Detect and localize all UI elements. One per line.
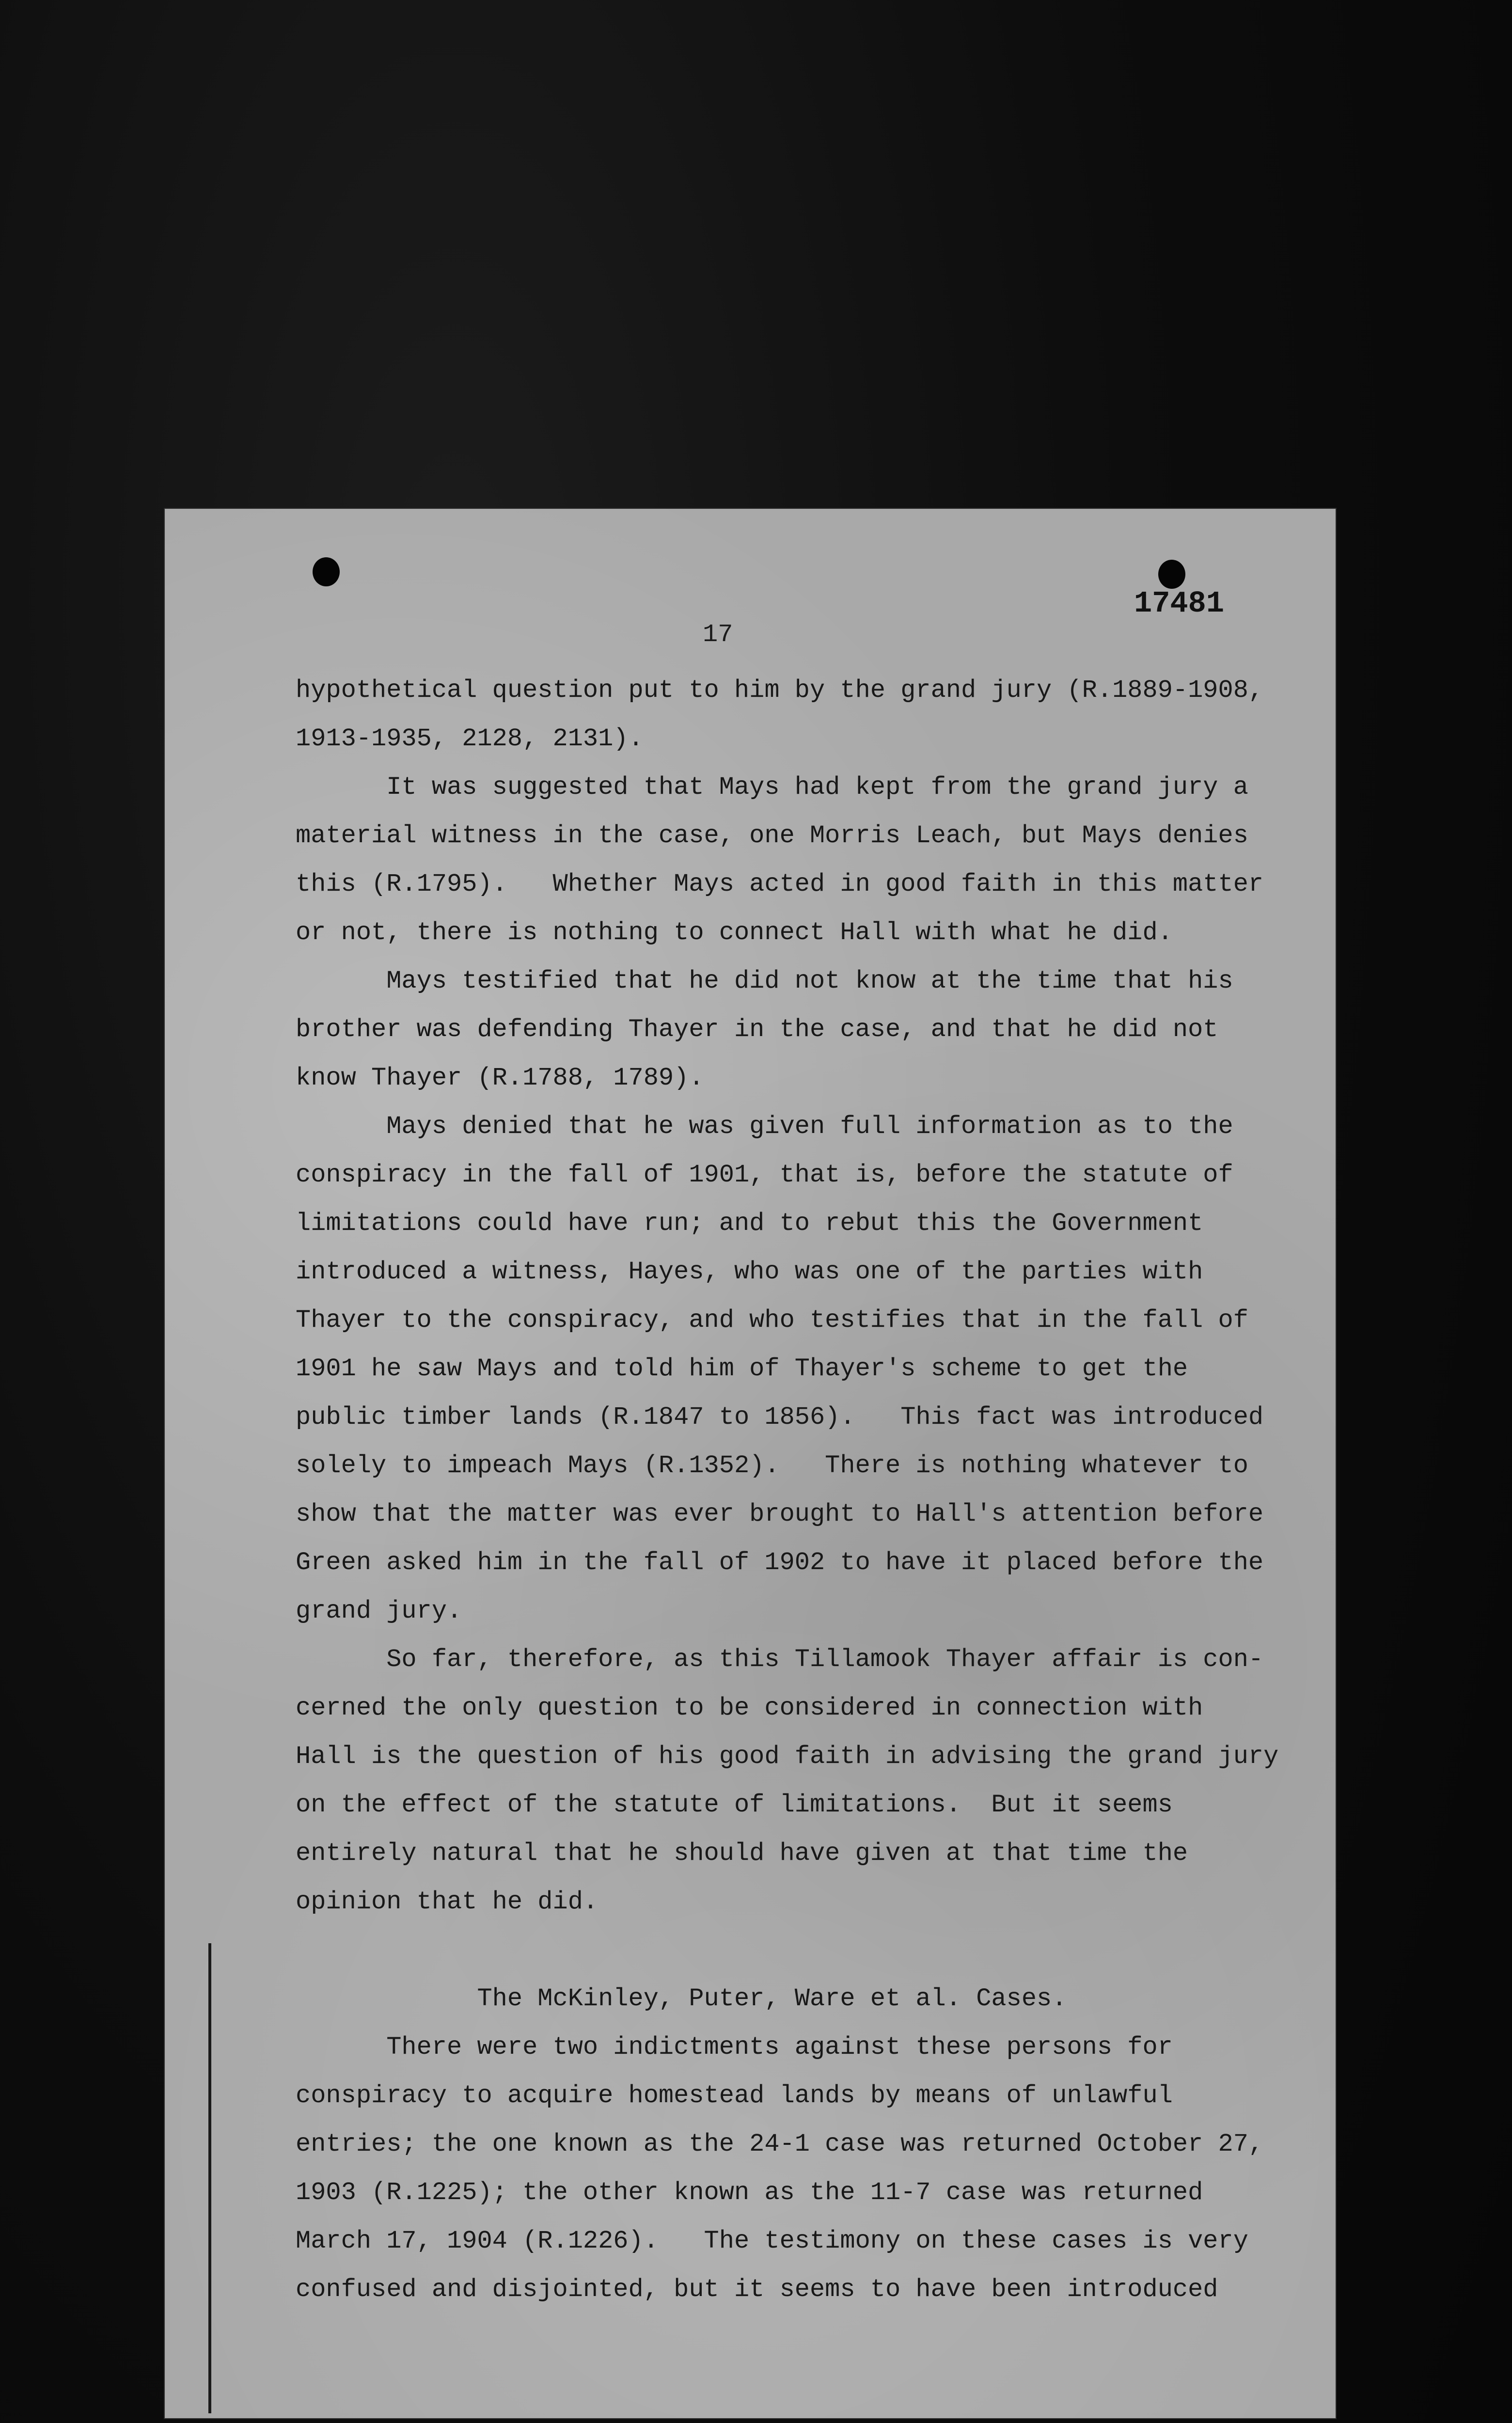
text-line: So far, therefore, as this Tillamook Thayer affair is con- [296, 1645, 1264, 1674]
text-line: There were two indictments against these persons for [296, 2033, 1173, 2061]
text-line: or not, there is nothing to connect Hall with what he did. [296, 918, 1173, 947]
text-line: entries; the one known as the 24-1 case was returned October 27, [296, 2130, 1264, 2158]
punch-hole-right [1158, 560, 1185, 589]
text-line: show that the matter was ever brought to Hall's attention before [296, 1500, 1264, 1528]
text-line: know Thayer (R.1788, 1789). [296, 1064, 704, 1092]
text-line: cerned the only question to be considered in connection with [296, 1694, 1203, 1722]
text-line: conspiracy in the fall of 1901, that is, before the statute of [296, 1161, 1233, 1189]
text-line: material witness in the case, one Morris Leach, but Mays denies [296, 821, 1248, 850]
text-line: 1913-1935, 2128, 2131). [296, 724, 644, 753]
text-line: introduced a witness, Hayes, who was one of the parties with [296, 1258, 1203, 1286]
text-line: 1903 (R.1225); the other known as the 11-7 case was returned [296, 2178, 1203, 2207]
text-line: Thayer to the conspiracy, and who testifies that in the fall of [296, 1306, 1248, 1335]
text-line: limitations could have run; and to rebut this the Government [296, 1209, 1203, 1238]
folio-number: 17481 [1134, 586, 1225, 621]
text-line: Green asked him in the fall of 1902 to have it placed before the [296, 1548, 1264, 1577]
text-line: It was suggested that Mays had kept from the grand jury a [296, 773, 1248, 802]
text-line: this (R.1795). Whether Mays acted in good faith in this matter [296, 870, 1264, 898]
text-line: on the effect of the statute of limitations. But it seems [296, 1791, 1173, 1819]
text-line: opinion that he did. [296, 1888, 598, 1916]
page-number: 17 [703, 620, 733, 649]
text-line: Mays testified that he did not know at the time that his [296, 967, 1233, 995]
text-line: Hall is the question of his good faith in advising the grand jury [296, 1742, 1279, 1771]
punch-hole-left [313, 557, 340, 586]
text-line: hypothetical question put to him by the grand jury (R.1889-1908, [296, 676, 1264, 705]
section-heading: The McKinley, Puter, Ware et al. Cases. [296, 1984, 1067, 2013]
margin-rule [208, 1943, 211, 2413]
text-line: public timber lands (R.1847 to 1856). This fact was introduced [296, 1403, 1264, 1432]
text-line: March 17, 1904 (R.1226). The testimony on these cases is very [296, 2227, 1248, 2255]
text-line: entirely natural that he should have given at that time the [296, 1839, 1188, 1868]
text-line: solely to impeach Mays (R.1352). There is nothing whatever to [296, 1451, 1248, 1480]
text-line: brother was defending Thayer in the case, and that he did not [296, 1015, 1218, 1044]
text-line: conspiracy to acquire homestead lands by means of unlawful [296, 2081, 1173, 2110]
text-line: 1901 he saw Mays and told him of Thayer's scheme to get the [296, 1354, 1188, 1383]
text-line: confused and disjointed, but it seems to have been introduced [296, 2275, 1218, 2304]
text-line: grand jury. [296, 1597, 462, 1625]
document-page [165, 509, 1336, 2418]
text-line: Mays denied that he was given full information as to the [296, 1112, 1233, 1141]
